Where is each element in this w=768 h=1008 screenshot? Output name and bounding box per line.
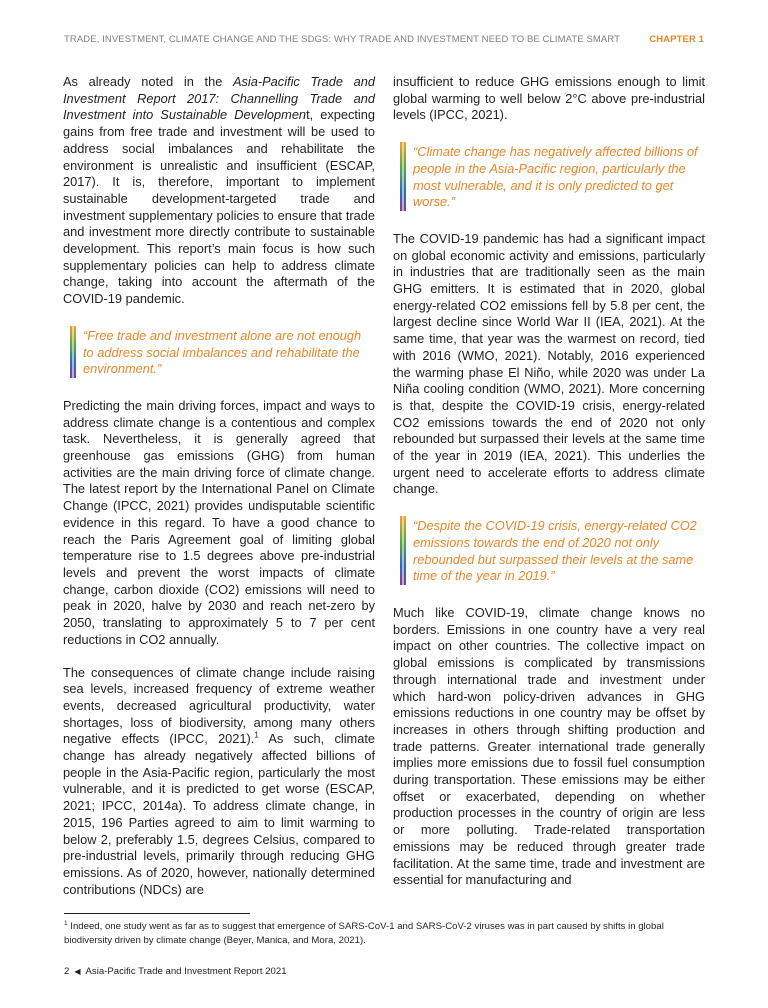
- left-column: [63, 74, 375, 898]
- paragraph: The consequences of climate change include raising sea levels, increased frequency of extreme weather events, decreased agricultural productivity, water shortages, loss of biodiversity, among many others negative effects (IPCC, 2021).$^1$ As such, climate change has already negatively affected billions of people in the Asia-Pacific region, particularly the most vulnerable, and it is predicted to get worse (ESCAP, 2021; IPCC, 2014a). To address climate change, in 2015, 196 Parties agreed to aim to limit warming to below 2, preferably 1.5, degrees Celsius, compared to pre-industrial levels, primarily through reducing GHG emissions. As of 2020, however, nationally determined contributions (NDCs) are: [63, 664, 375, 897]
- chapter-label: CHAPTER 1: [649, 34, 704, 45]
- publication-title: Asia-Pacific Trade and Investment Report 2021: [85, 966, 287, 977]
- pull-quote-text: “Despite the COVID-19 crisis, energy-related CO2 emissions towards the end of 2020 not only rebounded but surpassed their levels at the same time of the year in 2019.”: [413, 518, 697, 584]
- footnote-marker: 1: [64, 919, 68, 927]
- report-title-citation: Asia-Pacific Trade and Investment Report 2017: Channelling Trade and Investment into Sustainable Developmen: [63, 74, 375, 123]
- running-title: TRADE, INVESTMENT, CLIMATE CHANGE AND THE SDGS: WHY TRADE AND INVESTMENT NEED TO BE CLIMATE SMART: [64, 34, 621, 45]
- paragraph: Predicting the main driving forces, impact and ways to address climate change is a contentious and complex task. Nevertheless, it is generally agreed that greenhouse gas emissions (GHG) from human activities are the main driving force of climate change. The latest report by the International Panel on Climate Change (IPCC, 2021) provides undisputable scientific evidence in this regard. To have a good chance to reach the Paris Agreement goal of limiting global temperature rise to 1.5 degrees above pre-industrial levels and prevent the worst impacts of climate change, carbon dioxide (CO2) emissions will need to peak in 2020, halve by 2030 and reach net-zero by 2050, translating to approximately 5 to 7 per cent reductions in CO2 annually.: [63, 397, 375, 647]
- running-header: [64, 34, 704, 45]
- pull-quote: [63, 326, 375, 378]
- paragraph: Much like COVID-19, climate change knows no borders. Emissions in one country have a very real impact on other countries. The collective impact on global emissions is complicated by transmissions through international trade and investment under which hard-won policy-driven advances in GHG emissions reductions in one country may be offset by increases in others through shifting production and trade patterns. Greater international trade generally implies more emissions due to fossil fuel consumption during transportation. These emissions may be either offset or exacerbated, depending on whether production processes in the country of origin are less or more polluting. Trade-related transportation emissions may be reduced through greater trade facilitation. At the same time, trade and investment are essential for manufacturing and: [393, 604, 705, 888]
- page-number: 2: [64, 966, 70, 977]
- paragraph: As already noted in the Asia-Pacific Trade and Investment Report 2017: Channelling Trade and Investment into Sustainable Development, expecting gains from free trade and investment will be used to address social imbalances and rehabilitate the environment is unrealistic and insufficient (ESCAP, 2017). It is, therefore, important to implement sustainable development-targeted trade and investment supplementary policies to ensure that trade and investment more directly contribute to sustainable development. This report’s main focus is how such supplementary policies can help to address climate change, taking into account the aftermath of the COVID-19 pandemic.: [63, 74, 375, 307]
- page-footer: [64, 966, 287, 977]
- pull-quote: [393, 142, 705, 211]
- quote-bar-decoration: [70, 326, 76, 378]
- quote-bar-decoration: [400, 516, 406, 585]
- footnote-divider: [64, 913, 250, 914]
- triangle-separator-icon: ◀: [74, 967, 81, 976]
- paragraph: The COVID-19 pandemic has had a significant impact on global economic activity and emissions, particularly in industries that are traditionally seen as the main GHG emitters. It is estimated that in 2020, global energy-related CO2 emissions fell by 5.8 per cent, the largest decline since World War II (IEA, 2021). At the same time, that year was the warmest on record, tied with 2016 (WMO, 2021). Notably, 2016 experienced the warming phase El Niño, while 2020 was under La Niña cooling condition (WMO, 2021). More concerning is that, despite the COVID-19 crisis, energy-related CO2 emissions towards the end of 2020 not only rebounded but surpassed their levels at the same time of the year in 2019 (IEA, 2021). This underlies the urgent need to accelerate efforts to address climate change.: [393, 230, 705, 497]
- footnote-text: Indeed, one study went as far as to suggest that emergence of SARS-CoV-1 and SARS-CoV-2 viruses was in part caused by shifts in global biodiversity driven by climate change (Beyer, Manica, and Mora, 2021).: [64, 921, 664, 946]
- pull-quote: [393, 516, 705, 585]
- quote-bar-decoration: [400, 142, 406, 211]
- footnote: [64, 920, 704, 947]
- pull-quote-text: “Climate change has negatively affected billions of people in the Asia-Pacific region, particularly the most vulnerable, and it is only predicted to get worse.”: [413, 144, 698, 210]
- paragraph: insufficient to reduce GHG emissions enough to limit global warming to well below 2°C above pre-industrial levels (IPCC, 2021).: [393, 74, 705, 123]
- pull-quote-text: “Free trade and investment alone are not enough to address social imbalances and rehabilitate the environment.”: [83, 327, 362, 377]
- right-column: [393, 74, 705, 889]
- footnote-reference[interactable]: 1: [254, 731, 259, 741]
